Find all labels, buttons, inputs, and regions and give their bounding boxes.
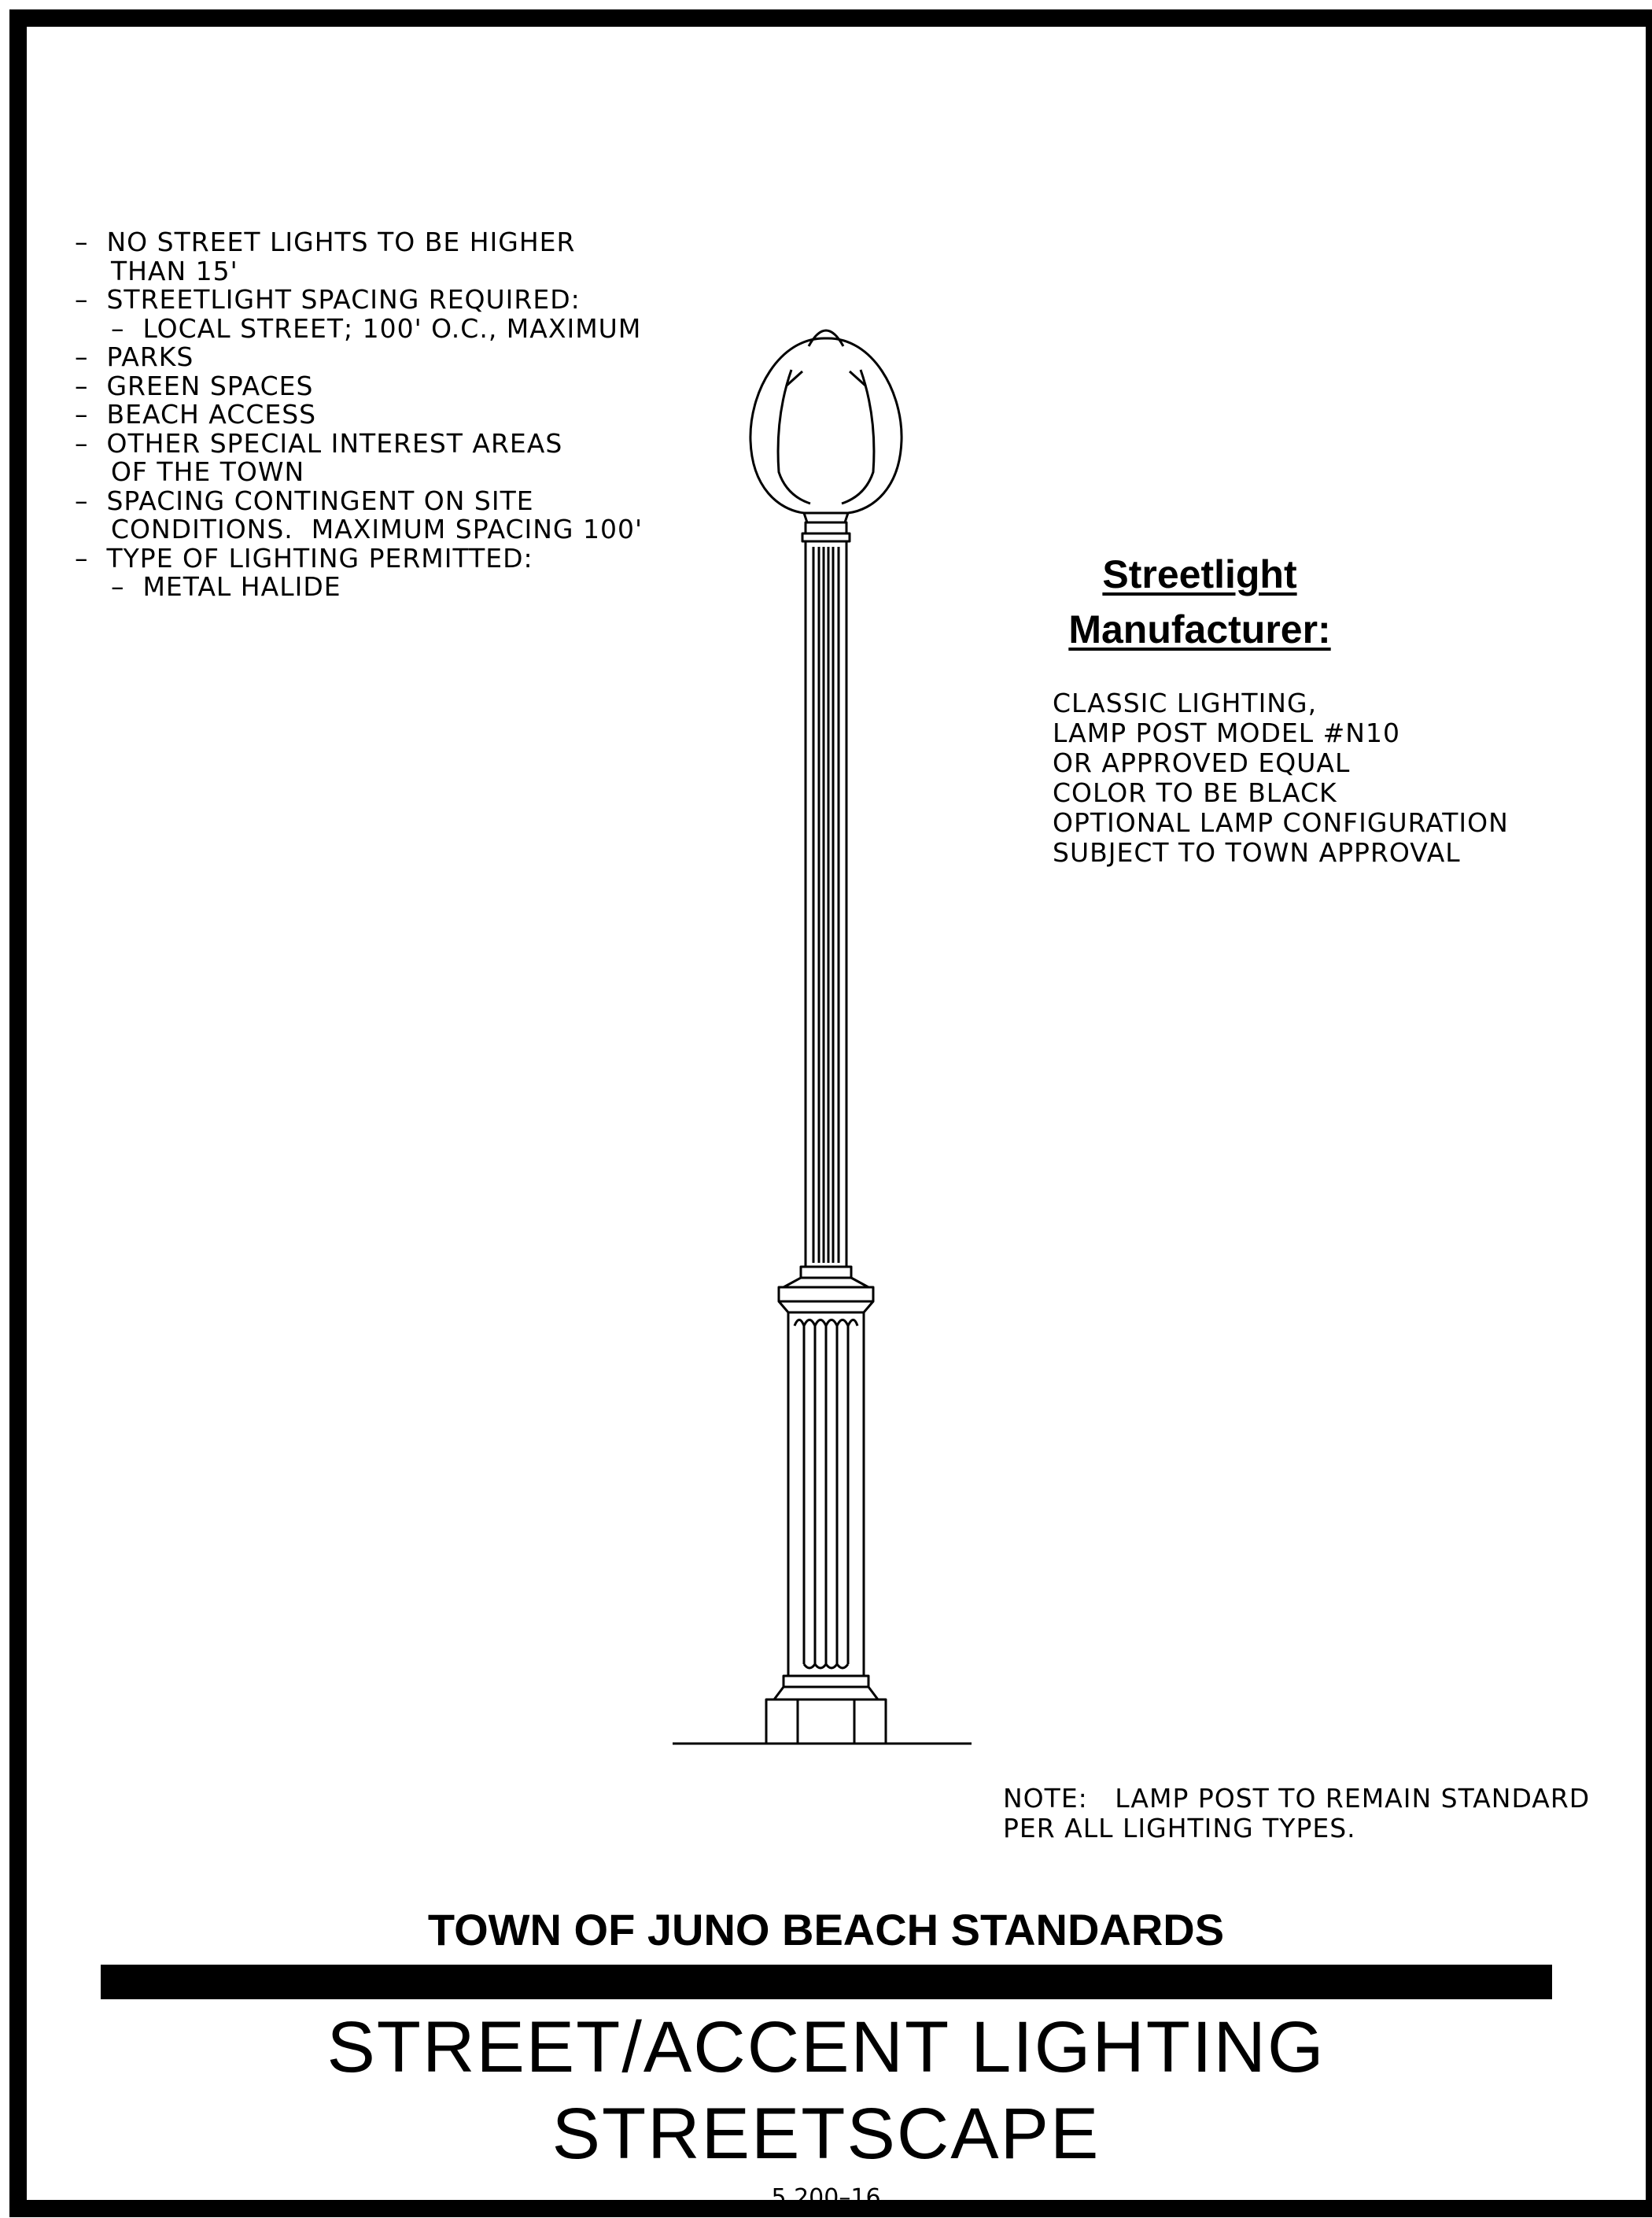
note-line: – LOCAL STREET; 100' O.C., MAXIMUM <box>75 312 642 344</box>
base-flute-bottom <box>804 1664 848 1668</box>
note-line: – STREETLIGHT SPACING REQUIRED: <box>75 284 581 315</box>
mid-collar-flare <box>784 1278 868 1287</box>
mid-collar-band <box>779 1287 873 1301</box>
note-line: NOTE: LAMP POST TO REMAIN STANDARD <box>1003 1783 1591 1814</box>
manufacturer-line: OR APPROVED EQUAL <box>1053 747 1351 778</box>
note-line: THAN 15' <box>75 255 238 286</box>
note-line: PER ALL LIGHTING TYPES. <box>1003 1813 1356 1843</box>
note-line: – METAL HALIDE <box>75 571 341 602</box>
manufacturer-heading-line: Streetlight <box>1102 552 1297 596</box>
lamp-post-note <box>1003 1784 1590 1843</box>
note-line: – SPACING CONTINGENT ON SITE <box>75 485 534 516</box>
note-line: – BEACH ACCESS <box>75 399 317 430</box>
manufacturer-heading-line: Manufacturer: <box>1068 607 1331 651</box>
mid-collar-base <box>779 1301 873 1312</box>
lamp-collar <box>802 533 850 541</box>
drawing-subtitle: STREETSCAPE <box>551 2094 1101 2174</box>
note-line: – TYPE OF LIGHTING PERMITTED: <box>75 542 533 574</box>
globe-inner-line <box>778 370 810 504</box>
note-line: – OTHER SPECIAL INTEREST AREAS <box>75 427 563 459</box>
note-line: – PARKS <box>75 341 194 372</box>
manufacturer-line: COLOR TO BE BLACK <box>1053 777 1337 808</box>
mid-collar <box>801 1267 851 1278</box>
upper-shaft <box>806 541 846 1267</box>
manufacturer-line: CLASSIC LIGHTING, <box>1053 688 1318 718</box>
bottom-collar <box>784 1676 868 1687</box>
manufacturer-line: SUBJECT TO TOWN APPROVAL <box>1053 837 1461 868</box>
lamp-collar <box>806 522 846 533</box>
title-divider-bar <box>101 1965 1552 1999</box>
lamp-globe <box>750 338 902 513</box>
note-line: OF THE TOWN <box>75 456 305 487</box>
globe-inner-line <box>842 370 874 504</box>
note-line: CONDITIONS. MAXIMUM SPACING 100' <box>75 514 643 544</box>
drawing-title: STREET/ACCENT LIGHTING <box>326 2007 1326 2087</box>
base-flute-top <box>795 1320 857 1327</box>
manufacturer-line: LAMP POST MODEL #N10 <box>1053 718 1400 748</box>
manufacturer-details <box>1053 688 1509 868</box>
base-flute <box>804 1326 848 1664</box>
sheet-number: 5.200–16 <box>771 2184 881 2212</box>
standards-title: TOWN OF JUNO BEACH STANDARDS <box>427 1905 1225 1954</box>
shaft-flute <box>813 547 839 1263</box>
plinth <box>766 1699 886 1744</box>
manufacturer-heading <box>1046 547 1353 657</box>
manufacturer-line: OPTIONAL LAMP CONFIGURATION <box>1053 807 1509 838</box>
note-line: – GREEN SPACES <box>75 370 314 401</box>
plinth-panel <box>798 1699 854 1744</box>
note-line: – NO STREET LIGHTS TO BE HIGHER <box>75 227 576 257</box>
bottom-collar-flare <box>774 1687 878 1699</box>
globe-neck <box>804 513 848 522</box>
